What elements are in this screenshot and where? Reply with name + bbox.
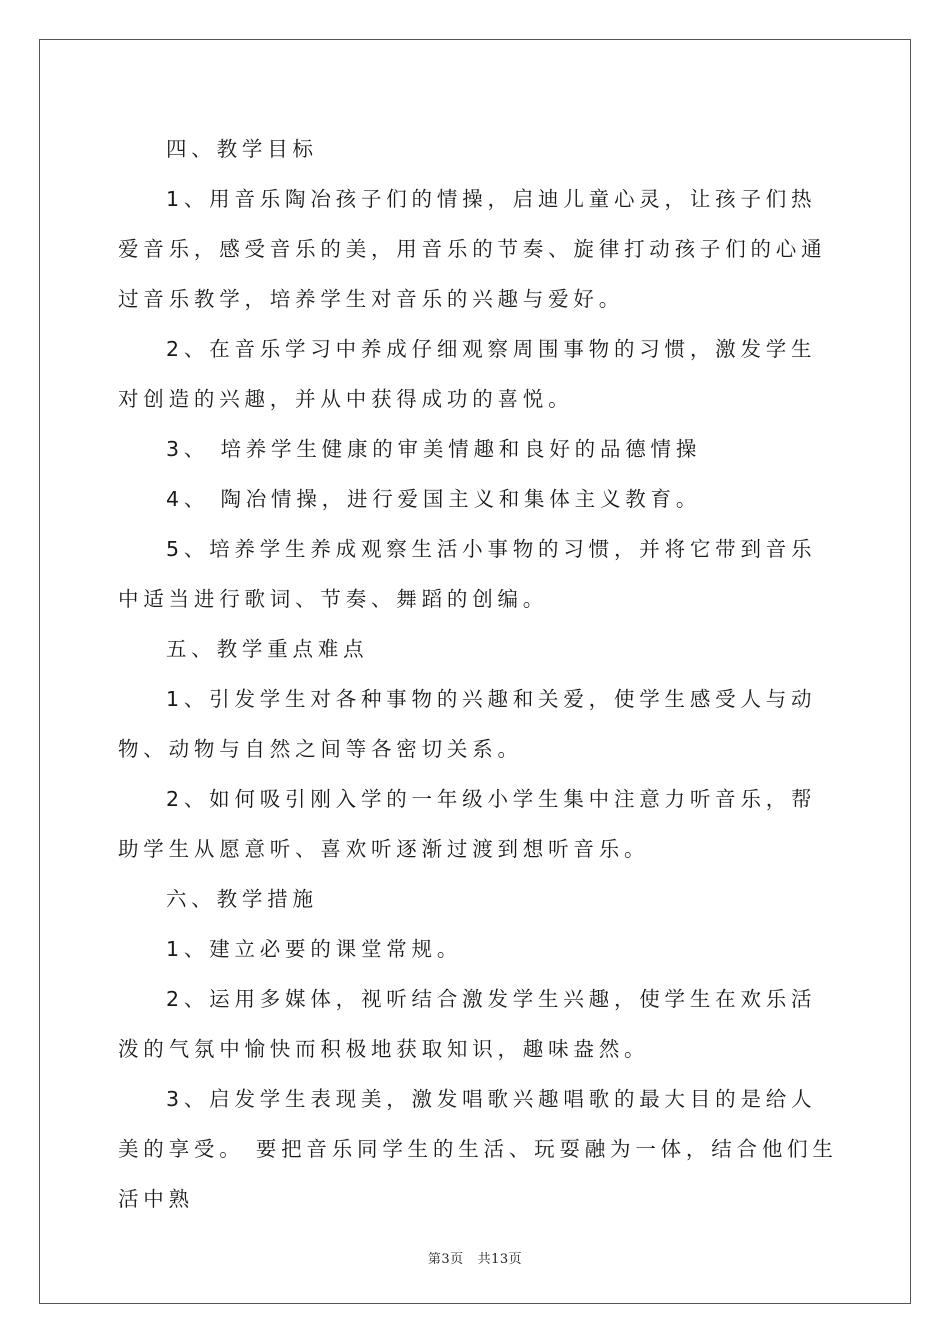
- page-total: 共13页: [477, 1252, 523, 1267]
- goal-item-3: 3、 培养学生健康的审美情趣和良好的品德情操: [166, 437, 702, 461]
- section-heading-key-points: 五、教学重点难点: [166, 637, 369, 661]
- measure-item-1: 1、建立必要的课堂常规。: [166, 937, 463, 961]
- measure-item-2: 2、运用多媒体，视听结合激发学生兴趣，使学生在欢乐活泼的气氛中愉快而积极地获取知识，趣味盎然。: [118, 987, 817, 1061]
- key-point-item-1: 1、引发学生对各种事物的兴趣和关爱，使学生感受人与动物、动物与自然之间等各密切关系。: [118, 687, 817, 761]
- goal-item-2: 2、在音乐学习中养成仔细观察周围事物的习惯，激发学生对创造的兴趣，并从中获得成功的喜悦。: [118, 337, 817, 411]
- goal-item-4: 4、 陶冶情操，进行爱国主义和集体主义教育。: [166, 487, 702, 511]
- page-footer: [0, 1248, 950, 1267]
- page-number: 第3页: [427, 1252, 464, 1267]
- section-heading-goals: 四、教学目标: [166, 137, 318, 161]
- goal-item-5: 5、培养学生养成观察生活小事物的习惯，并将它带到音乐中适当进行歌词、节奏、舞蹈的创编。: [118, 537, 817, 611]
- goal-item-1: 1、用音乐陶冶孩子们的情操，启迪儿童心灵，让孩子们热爱音乐，感受音乐的美，用音乐的节奏、旋律打动孩子们的心通过音乐教学，培养学生对音乐的兴趣与爱好。: [118, 187, 827, 311]
- measure-item-3: 3、启发学生表现美，激发唱歌兴趣唱歌的最大目的是给人美的享受。 要把音乐同学生的生活、玩耍融为一体，结合他们生活中熟: [118, 1087, 838, 1211]
- key-point-item-2: 2、如何吸引刚入学的一年级小学生集中注意力听音乐，帮助学生从愿意听、喜欢听逐渐过渡到想听音乐。: [118, 787, 817, 861]
- document-body: [118, 124, 838, 1224]
- section-heading-measures: 六、教学措施: [166, 887, 318, 911]
